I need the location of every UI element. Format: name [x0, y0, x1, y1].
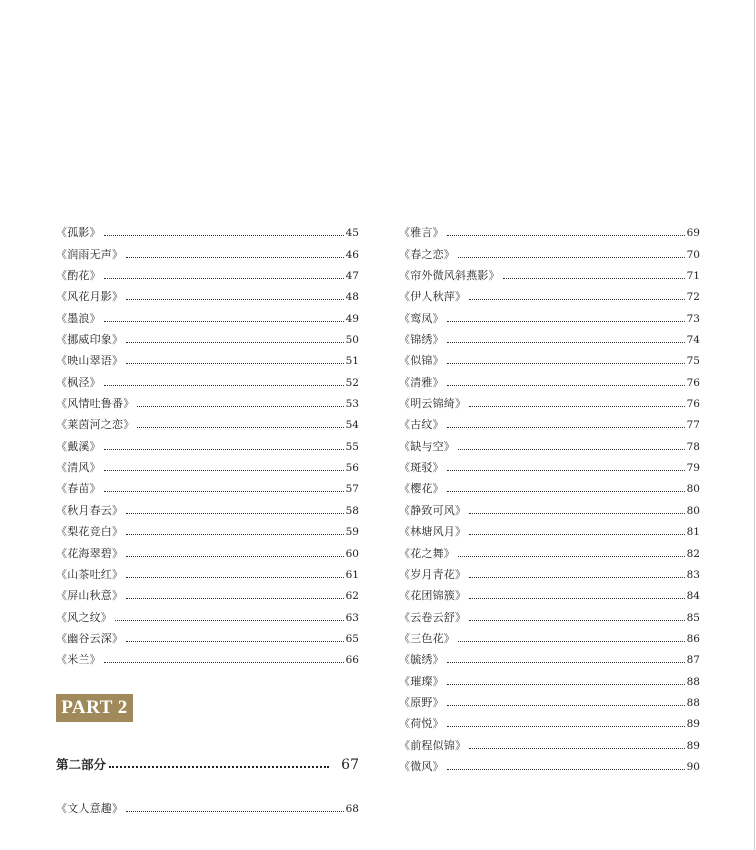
toc-entry[interactable]: [399, 539, 700, 560]
dot-leader: [126, 598, 343, 599]
toc-entry[interactable]: [399, 390, 700, 411]
toc-entry-page-number: 54: [345, 419, 359, 432]
toc-entry-page-number: 84: [686, 590, 700, 603]
toc-entry[interactable]: [56, 390, 359, 411]
toc-entry[interactable]: [56, 582, 359, 603]
toc-entry-title: 《幽谷云深》: [56, 631, 124, 645]
dot-leader: [126, 513, 343, 514]
toc-entry-page-number: 51: [345, 355, 359, 368]
dot-leader: [104, 278, 344, 279]
toc-entry-page-number: 81: [686, 526, 700, 539]
dot-leader: [104, 321, 344, 322]
toc-entry-page-number: 77: [686, 419, 700, 432]
toc-entry-title: 《米兰》: [56, 653, 101, 667]
dot-leader: [458, 257, 685, 258]
toc-entry[interactable]: [56, 518, 359, 539]
toc-entry[interactable]: [56, 432, 359, 453]
toc-entry-title: 《伊人秋萍》: [399, 290, 467, 304]
dot-leader: [447, 491, 685, 492]
toc-entry-title: 《锦绣》: [399, 333, 444, 347]
toc-entry[interactable]: [399, 432, 700, 453]
toc-entry-page-number: 86: [686, 632, 700, 645]
toc-entry[interactable]: [56, 539, 359, 560]
toc-entry-title: 《帘外微风斜燕影》: [399, 269, 500, 283]
toc-entry-title: 《雅言》: [399, 226, 444, 240]
toc-entry-page-number: 55: [345, 440, 359, 453]
dot-leader: [469, 748, 684, 749]
toc-entry-title: 《花海翠碧》: [56, 546, 124, 560]
toc-entry-title: 《映山翠语》: [56, 354, 124, 368]
dot-leader: [469, 577, 684, 578]
part-badge: PART 2: [56, 694, 133, 722]
toc-entry-title: 《山茶吐红》: [56, 567, 124, 581]
toc-entry-title: 《毓绣》: [399, 653, 444, 667]
toc-entry[interactable]: [56, 496, 359, 517]
toc-entry-page-number: 52: [345, 376, 359, 389]
dot-leader: [458, 449, 685, 450]
toc-entry[interactable]: [56, 475, 359, 496]
toc-entry[interactable]: [56, 262, 359, 283]
toc-entry-page-number: 74: [686, 334, 700, 347]
toc-entry-title: 《斑驳》: [399, 461, 444, 475]
toc-entry-title: 《梨花竞白》: [56, 525, 124, 539]
dot-leader: [447, 321, 685, 322]
toc-entry-page-number: 76: [686, 376, 700, 389]
toc-entry[interactable]: [56, 326, 359, 347]
toc-entry-page-number: 58: [345, 504, 359, 517]
toc-entry-title: 《岁月青花》: [399, 567, 467, 581]
toc-entry-page-number: 73: [686, 312, 700, 325]
toc-entry-title: 《明云锦绮》: [399, 397, 467, 411]
toc-entry-title: 《静致可风》: [399, 503, 467, 517]
toc-entry-page-number: 76: [686, 398, 700, 411]
toc-entry-page-number: 88: [686, 696, 700, 709]
toc-entry[interactable]: [399, 496, 700, 517]
toc-entry[interactable]: [399, 368, 700, 389]
toc-entry-page-number: 71: [686, 270, 700, 283]
toc-entry[interactable]: [399, 475, 700, 496]
toc-entry-page-number: 57: [345, 483, 359, 496]
toc-entry-page-number: 61: [345, 568, 359, 581]
toc-left-column: [56, 219, 359, 667]
toc-entry[interactable]: [56, 561, 359, 582]
toc-entry-title: 《林塘风月》: [399, 525, 467, 539]
dot-leader: [137, 427, 343, 428]
toc-entry[interactable]: [399, 603, 700, 624]
toc-entry[interactable]: [56, 646, 359, 667]
toc-entry-title: 《微风》: [399, 759, 444, 773]
toc-entry-title: 《云卷云舒》: [399, 610, 467, 624]
toc-entry-page-number: 75: [686, 355, 700, 368]
toc-entry-page-number: 80: [686, 483, 700, 496]
toc-entry-title: 《鸾凤》: [399, 311, 444, 325]
toc-entry-title: 《枫泾》: [56, 375, 101, 389]
toc-entry-title: 《璀璨》: [399, 674, 444, 688]
dot-leader: [447, 684, 685, 685]
toc-entry-page-number: 69: [686, 227, 700, 240]
toc-entry[interactable]: [56, 795, 359, 816]
dot-leader: [126, 342, 343, 343]
toc-entry-title: 《清雅》: [399, 375, 444, 389]
toc-entry-title: 《屏山秋意》: [56, 589, 124, 603]
toc-entry-page-number: 79: [686, 462, 700, 475]
toc-entry-title: 《樱花》: [399, 482, 444, 496]
dot-leader: [447, 705, 685, 706]
toc-entry-title: 《原野》: [399, 695, 444, 709]
toc-entry[interactable]: [56, 240, 359, 261]
toc-entry[interactable]: [56, 625, 359, 646]
toc-entry-title: 《似锦》: [399, 354, 444, 368]
dot-leader: [458, 556, 685, 557]
toc-entry-page-number: 50: [345, 334, 359, 347]
toc-entry[interactable]: [399, 326, 700, 347]
toc-entry[interactable]: [56, 411, 359, 432]
section-heading[interactable]: [56, 753, 359, 773]
toc-entry-title: 《风情吐鲁番》: [56, 397, 135, 411]
toc-entry-page-number: 83: [686, 568, 700, 581]
toc-entry-page-number: 80: [686, 504, 700, 517]
dot-leader: [447, 363, 685, 364]
toc-entry[interactable]: [56, 283, 359, 304]
toc-entry[interactable]: [399, 646, 700, 667]
toc-entry[interactable]: [56, 368, 359, 389]
dot-leader: [126, 257, 343, 258]
dot-leader: [104, 470, 344, 471]
toc-entry-page-number: 89: [686, 718, 700, 731]
toc-entry-page-number: 70: [686, 248, 700, 261]
toc-entry-title: 《春苗》: [56, 482, 101, 496]
toc-entry[interactable]: [56, 219, 359, 240]
dot-leader: [104, 449, 344, 450]
toc-entry[interactable]: [56, 603, 359, 624]
toc-entry-page-number: 47: [345, 270, 359, 283]
dot-leader: [469, 513, 684, 514]
dot-leader: [126, 641, 343, 642]
toc-entry[interactable]: [56, 454, 359, 475]
dot-leader: [104, 491, 344, 492]
dot-leader: [447, 385, 685, 386]
toc-entry[interactable]: [56, 347, 359, 368]
toc-entry-page-number: 85: [686, 611, 700, 624]
dot-leader: [137, 406, 343, 407]
dot-leader: [503, 278, 685, 279]
dot-leader: [104, 235, 344, 236]
page-edge-divider: [754, 0, 755, 850]
dot-leader: [447, 726, 685, 727]
toc-entry-page-number: 72: [686, 291, 700, 304]
toc-entry-title: 《风花月影》: [56, 290, 124, 304]
toc-entry[interactable]: [399, 283, 700, 304]
toc-entry[interactable]: [399, 731, 700, 752]
toc-entry[interactable]: [399, 582, 700, 603]
toc-entry-title: 《润雨无声》: [56, 247, 124, 261]
toc-entry-title: 《前程似锦》: [399, 738, 467, 752]
toc-entry[interactable]: [399, 518, 700, 539]
toc-entry-title: 《孤影》: [56, 226, 101, 240]
dot-leader: [126, 811, 343, 812]
dot-leader: [447, 235, 685, 236]
toc-entry-title: 《文人意趣》: [56, 802, 124, 816]
toc-entry-title: 《戴溪》: [56, 439, 101, 453]
dot-leader: [447, 342, 685, 343]
dot-leader: [126, 299, 343, 300]
dot-leader: [447, 769, 685, 770]
dot-leader: [469, 534, 684, 535]
dot-leader: [126, 363, 343, 364]
section-page-number: 67: [341, 757, 359, 773]
toc-entry-title: 《荷悦》: [399, 717, 444, 731]
toc-entry-page-number: 60: [345, 547, 359, 560]
toc-entry-page-number: 48: [345, 291, 359, 304]
toc-after-section-list: [56, 795, 359, 816]
toc-entry[interactable]: [399, 667, 700, 688]
toc-entry-page-number: 78: [686, 440, 700, 453]
toc-entry-page-number: 62: [345, 590, 359, 603]
toc-entry-page-number: 59: [345, 526, 359, 539]
toc-entry[interactable]: [399, 689, 700, 710]
dot-leader: [104, 385, 344, 386]
toc-entry-page-number: 65: [345, 632, 359, 645]
toc-entry-page-number: 68: [345, 803, 359, 816]
toc-entry-title: 《莱茵河之恋》: [56, 418, 135, 432]
dot-leader: [126, 556, 343, 557]
toc-entry-page-number: 63: [345, 611, 359, 624]
toc-entry-title: 《古纹》: [399, 418, 444, 432]
dot-leader: [469, 620, 684, 621]
dot-leader: [458, 641, 685, 642]
dot-leader: [126, 577, 343, 578]
toc-entry-title: 《春之恋》: [399, 247, 455, 261]
toc-entry[interactable]: [399, 454, 700, 475]
section-title: 第二部分: [56, 757, 107, 772]
dot-leader: [115, 620, 344, 621]
dot-leader: [447, 427, 685, 428]
toc-entry-title: 《秋月春云》: [56, 503, 124, 517]
toc-entry-page-number: 49: [345, 312, 359, 325]
toc-entry[interactable]: [399, 411, 700, 432]
toc-entry-page-number: 56: [345, 462, 359, 475]
toc-entry-page-number: 88: [686, 675, 700, 688]
toc-right-column: [399, 219, 700, 774]
toc-entry-page-number: 45: [345, 227, 359, 240]
dot-leader: [104, 662, 344, 663]
toc-entry-page-number: 66: [345, 654, 359, 667]
toc-entry[interactable]: [399, 753, 700, 774]
toc-entry-title: 《清风》: [56, 461, 101, 475]
toc-entry-page-number: 53: [345, 398, 359, 411]
toc-entry[interactable]: [399, 710, 700, 731]
dot-leader: [469, 406, 684, 407]
toc-entry[interactable]: [399, 304, 700, 325]
dot-leader: [109, 766, 329, 768]
toc-entry[interactable]: [399, 219, 700, 240]
toc-entry[interactable]: [56, 304, 359, 325]
toc-entry-page-number: 82: [686, 547, 700, 560]
dot-leader: [469, 299, 684, 300]
toc-entry-title: 《酌花》: [56, 269, 101, 283]
toc-entry[interactable]: [399, 625, 700, 646]
dot-leader: [126, 534, 343, 535]
toc-entry[interactable]: [399, 262, 700, 283]
toc-entry-title: 《三色花》: [399, 631, 455, 645]
toc-entry-title: 《风之纹》: [56, 610, 112, 624]
dot-leader: [447, 662, 685, 663]
toc-entry[interactable]: [399, 347, 700, 368]
toc-entry-title: 《花团锦簇》: [399, 589, 467, 603]
toc-entry-page-number: 89: [686, 739, 700, 752]
dot-leader: [469, 598, 684, 599]
toc-entry-title: 《缺与空》: [399, 439, 455, 453]
toc-entry-title: 《花之舞》: [399, 546, 455, 560]
toc-entry-title: 《墨浪》: [56, 311, 101, 325]
toc-entry-page-number: 90: [686, 760, 700, 773]
toc-entry-page-number: 46: [345, 248, 359, 261]
toc-entry[interactable]: [399, 240, 700, 261]
dot-leader: [447, 470, 685, 471]
toc-entry-title: 《挪威印象》: [56, 333, 124, 347]
toc-entry[interactable]: [399, 561, 700, 582]
toc-entry-page-number: 87: [686, 654, 700, 667]
